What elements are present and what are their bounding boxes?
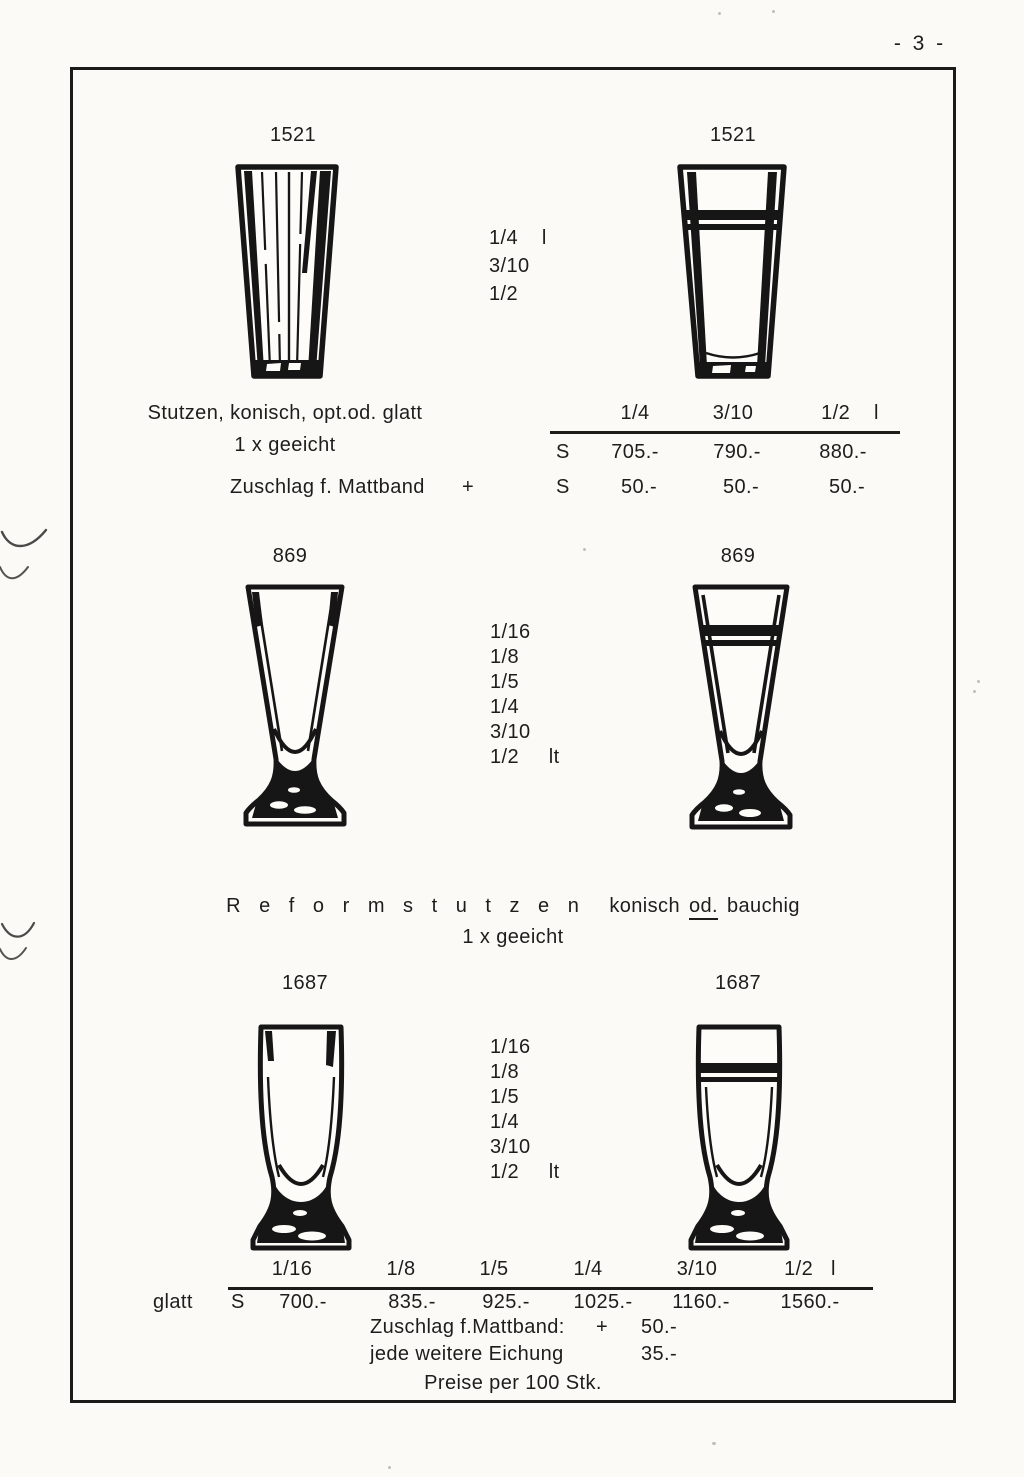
capacity-item: 1/2 lt bbox=[490, 1161, 560, 1183]
pen-mark bbox=[0, 524, 48, 556]
scan-speck bbox=[973, 690, 976, 693]
capacity-item: 1/5 bbox=[490, 671, 520, 693]
model-number-1521-left: 1521 bbox=[269, 124, 317, 146]
column-header: 1/4 bbox=[620, 402, 650, 424]
column-header: 1/4 bbox=[573, 1258, 603, 1280]
price-basis-note: Preise per 100 Stk. bbox=[424, 1372, 602, 1394]
section-heading-word: konisch bbox=[609, 895, 680, 917]
column-header: 1/2 l bbox=[784, 1258, 836, 1280]
glass-869-pilsner-illustration bbox=[239, 583, 351, 836]
model-number-1687-left: 1687 bbox=[281, 972, 329, 994]
surcharge-value: 50.- bbox=[828, 476, 866, 498]
column-header: 3/10 bbox=[676, 1258, 718, 1280]
capacity-item: 1/8 bbox=[490, 1061, 520, 1083]
scan-speck bbox=[977, 680, 980, 683]
surcharge-value: 50.- bbox=[722, 476, 760, 498]
table-rule bbox=[550, 431, 900, 434]
capacity-item: 1/4 bbox=[490, 1111, 520, 1133]
glass-1521-banded-illustration bbox=[672, 163, 792, 392]
section-heading bbox=[70, 895, 956, 918]
glass-869-pilsner-banded-illustration bbox=[686, 583, 796, 839]
scan-speck bbox=[712, 1442, 716, 1445]
surcharge-eichung-value: 35.- bbox=[641, 1343, 678, 1365]
capacity-list-869 bbox=[490, 620, 560, 770]
currency-symbol: S bbox=[556, 476, 570, 498]
calibration-note-1521: 1 x geeicht bbox=[234, 434, 336, 456]
capacity-item: 1/4 l bbox=[489, 227, 547, 249]
currency-symbol: S bbox=[231, 1291, 245, 1313]
capacity-item: 1/5 bbox=[490, 1086, 520, 1108]
column-header: 1/16 bbox=[271, 1258, 313, 1280]
model-number-869-left: 869 bbox=[272, 545, 308, 567]
column-header: 1/8 bbox=[386, 1258, 416, 1280]
capacity-item: 3/10 bbox=[490, 1136, 531, 1158]
price-value: 1160.- bbox=[672, 1291, 730, 1313]
scan-speck bbox=[718, 12, 721, 15]
pen-mark bbox=[0, 918, 36, 944]
capacity-item: 1/8 bbox=[490, 646, 520, 668]
section-heading-word: bauchig bbox=[727, 895, 800, 917]
page-number: - 3 - bbox=[893, 32, 947, 55]
price-value: 705.- bbox=[611, 441, 659, 463]
price-value: 1560.- bbox=[780, 1291, 840, 1313]
capacity-item: 1/2 bbox=[489, 283, 519, 305]
capacity-item: 1/2 lt bbox=[490, 746, 560, 768]
surcharge-eichung-label: jede weitere Eichung bbox=[370, 1343, 564, 1365]
capacity-item: 1/16 bbox=[490, 1036, 531, 1058]
pen-mark bbox=[0, 944, 28, 966]
capacity-list-1687 bbox=[490, 1035, 560, 1185]
table-rule bbox=[228, 1287, 873, 1290]
glass-1521-optic-illustration bbox=[231, 163, 343, 392]
surcharge-value: 50.- bbox=[620, 476, 658, 498]
column-header: 3/10 bbox=[712, 402, 754, 424]
product-caption-1521: Stutzen, konisch, opt.od. glatt bbox=[147, 402, 423, 424]
surcharge-mattband-value: 50.- bbox=[641, 1316, 678, 1338]
section-heading-word-underlined: od. bbox=[689, 895, 718, 920]
price-value: 790.- bbox=[713, 441, 761, 463]
capacity-item: 3/10 bbox=[489, 255, 530, 277]
capacity-list-1521 bbox=[489, 224, 547, 308]
surcharge-label-1521: Zuschlag f. Mattband bbox=[230, 476, 425, 498]
scan-speck bbox=[772, 10, 775, 13]
glass-1687-bauchig-banded-illustration bbox=[686, 1023, 792, 1256]
column-header: 1/2 l bbox=[821, 402, 879, 424]
surcharge-mattband-label: Zuschlag f.Mattband: bbox=[370, 1316, 565, 1338]
price-value: 835.- bbox=[388, 1291, 436, 1313]
model-number-869-right: 869 bbox=[720, 545, 756, 567]
capacity-item: 1/4 bbox=[490, 696, 520, 718]
plus-sign: + bbox=[596, 1316, 609, 1338]
currency-symbol: S bbox=[556, 441, 570, 463]
capacity-item: 3/10 bbox=[490, 721, 531, 743]
price-value: 1025.- bbox=[573, 1291, 633, 1313]
price-value: 880.- bbox=[819, 441, 867, 463]
section-heading-title: R e f o r m s t u t z e n bbox=[226, 895, 586, 917]
price-value: 700.- bbox=[279, 1291, 327, 1313]
scan-speck bbox=[583, 548, 586, 551]
price-value: 925.- bbox=[482, 1291, 530, 1313]
glass-1687-bauchig-illustration bbox=[248, 1023, 354, 1256]
scan-speck bbox=[388, 1466, 391, 1469]
section-heading-subtitle: 1 x geeicht bbox=[462, 926, 564, 948]
column-header: 1/5 bbox=[479, 1258, 509, 1280]
pen-mark bbox=[0, 561, 30, 585]
row-label-glatt: glatt bbox=[153, 1291, 193, 1313]
plus-sign: + bbox=[462, 476, 475, 498]
model-number-1687-right: 1687 bbox=[714, 972, 762, 994]
model-number-1521-right: 1521 bbox=[709, 124, 757, 146]
capacity-item: 1/16 bbox=[490, 621, 531, 643]
